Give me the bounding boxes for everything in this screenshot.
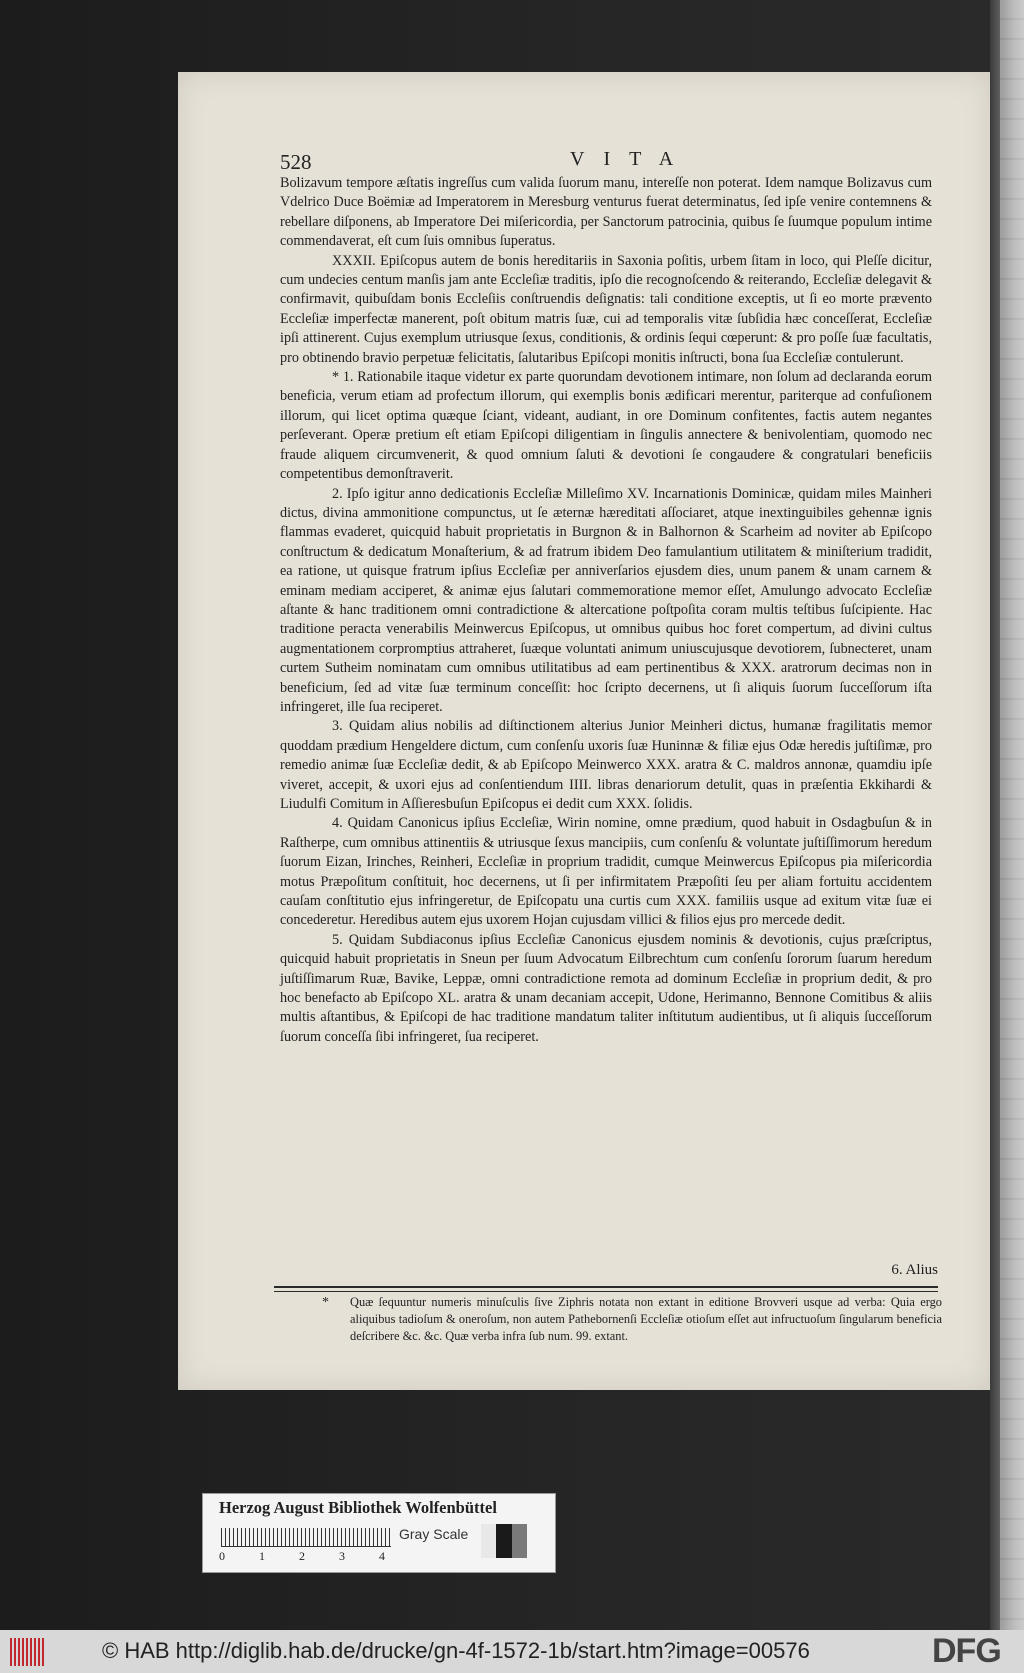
book-page xyxy=(178,72,990,1390)
library-name: Herzog August Bibliothek Wolfenbüttel xyxy=(219,1498,497,1517)
footnote-marker: * xyxy=(322,1295,329,1310)
page-header xyxy=(280,150,930,174)
footnote-text: Quæ ſequuntur numeris minuſculis ſive Ziphris notata non extant in editione Brovveri usque ad verba: Quia ergo aliquibus tadioſum & oneroſum, non autem Pathebornenſi Eccleſiæ otioſum eſſet aut infructuoſum ſingularum beneficia deſcribere &c. &c. Quæ verba infra ſub num. 99. extant. xyxy=(350,1295,942,1343)
source-url[interactable]: © HAB http://diglib.hab.de/drucke/gn-4f-1572-1b/start.htm?image=00576 xyxy=(102,1638,810,1663)
paragraph-intro: Bolizavum tempore æſtatis ingreſſus cum valida ſuorum manu, intereſſe non poterat. Idem namque Bolizavus cum Vdelrico Duce Boëmiæ ad Imperatorem in Meresburg venturus fuerat determinatus, ſed ipſe venire contemnens & rebellare diſponens, ab Imperatore Dei miſericordia, per Sanctorum patrocinia, quibus ſe ſuumque populum intime commendaverat, eſt cum ſuis omnibus ſuperatus. xyxy=(280,175,932,250)
gray-chip-black xyxy=(496,1524,511,1558)
ruler-mark: 3 xyxy=(339,1549,345,1563)
paragraph-4: 4. Quidam Canonicus ipſius Eccleſiæ, Wirin nomine, omne prædium, quod habuit in Osdagbuſun & in Raſtherpe, cum omnibus attinentiis & utriusque ſexus mancipiis, cum conſenſu & voluntate juſtiſſimorum heredum ſuorum Eizan, Irinches, Reinheri, Eccleſiæ in proprium tradidit, cumque Meinwercus Epiſcopus pia miſericordia motus Præpoſitum conſtituit, hoc decernens, ut ſi per infirmitatem Præpoſiti ſeu per aliam fortuitu accidentem cauſam conſtitutio ejus infringeretur, de Epiſcopatu una curtis cum XXX. familiis usque ad exitum vitæ ſuæ ei concederetur. Heredibus autem ejus uxorem Hojan cujusdam villici & filios ejus pro mercede dedit. xyxy=(280,815,932,929)
paragraph-3: 3. Quidam alius nobilis ad diſtinctionem alterius Junior Meinheri dictus, humanæ fragilitatis memor quoddam prædium Hengeldere dictum, cum conſenſu uxoris ſuæ Huninnæ & filiæ ejus Odæ heredis juſtiſimæ, pro remedio animæ ſuæ Eccleſiæ dedit, & ab Epiſcopo Meinwerco XXX. aratra & C. maldros annonæ, quamdiu ipſe viveret, accepit, & uxori ejus ad conſentiendum IIII. libras denariorum detulit, quas in præſentia Ekkihardi & Liudulfi Comitum in Aſſieresbuſun Epiſcopus ei dedit cum XXX. ſolidis. xyxy=(280,718,932,812)
ruler-mark: 4 xyxy=(379,1549,385,1563)
paragraph-5: 5. Quidam Subdiaconus ipſius Eccleſiæ Canonicus ejusdem nominis & devotionis, cujus præſcriptus, quicquid habuit proprietatis in Sneun per ſuum Advocatum Eilbrechtum cum conſenſu ſororum ſuarum heredum juſtiſſimarum Ruæ, Bavike, Leppæ, omni contradictione remota ad dominum Eccleſiæ in proprium dedit, & pro hoc benefacto ab Epiſcopo XL. aratra & unam decaniam accepit, Udone, Herimanno, Bennone Comitibus & aliis multis aſtantibus, & Epiſcopi de hac traditione mandatum taliter inſtitutum audientibus, ut ſi aliquis ſucceſſorum ſuorum conceſſa ſibi infringeret, ſua reciperet. xyxy=(280,931,932,1045)
catchword: 6. Alius xyxy=(891,1262,938,1278)
barcode-logo-icon xyxy=(10,1638,46,1666)
gray-scale-chips xyxy=(481,1524,527,1558)
gray-chip-light xyxy=(481,1524,496,1558)
adjacent-page-edge xyxy=(990,0,1024,1630)
gray-scale-label: Gray Scale xyxy=(399,1526,469,1542)
gray-chip-mid xyxy=(512,1524,527,1558)
page-body xyxy=(280,174,932,1047)
ruler-mark: 0 xyxy=(219,1549,225,1563)
running-title: VITA xyxy=(570,148,693,170)
paragraph-2: 2. Ipſo igitur anno dedicationis Eccleſiæ Milleſimo XV. Incarnationis Dominicæ, quidam miles Mainheri dictus, divina ammonitione compunctus, ut ſe æternæ hæreditati aſſociaret, atque inextinguibiles gehennæ ignis flammas evaderet, quicquid habuit proprietatis in Burgnon & in Balhornon & Scarheim ad noviter ab Epiſcopo conſtructum & dedicatum Monaſterium, & ad fratrum ibidem Deo famulantium utilitatem & miniſterium tradidit, ea ratione, ut quisque fratrum ipſius Eccleſiæ per anniverſarios ejusdem dies, unum panem & unam carnem & eminam mediam acciperet, & animæ ejus ſalutari commemoratione memor eſſet, Amulungo advocato Eccleſiæ aſtante & hanc traditionem omni contradictione & altercatione poſtpoſita coram multis teſtibus ſuſcipiente. Hac traditione peracta venerabilis Meinwercus Epiſcopus, ut omnibus quibus hoc foret compertum, ad divini cultus augmentationem corpromptius attraheret, ſuæque voluntati animum uniuscujusque devotiorem, ſubnecteret, unam curtem Sutheim nominatam cum omnibus utilitatibus ad eam pertinentibus & XXX. aratrorum decimas non in beneficium, ſed ad vitæ ſuæ terminum conceſſit: hoc ſcripto decernens, ut ſi aliquis ſuorum ſucceſſorum iſta infringeret, ille ſua reciperet. xyxy=(280,485,932,715)
footnote xyxy=(322,1294,942,1345)
library-label xyxy=(202,1493,556,1573)
dfg-logo: DFG xyxy=(932,1632,1001,1670)
paragraph-xxxii: XXXII. Epiſcopus autem de bonis hereditariis in Saxonia poſitis, urbem ſitam in loco, qui Pleſſe dicitur, cum undecies centum manſis jam ante Eccleſiæ traditis, ipſo die recognoſcendo & reiterando, Eccleſiæ delegavit & confirmavit, quibuſdam bonis Eccleſiis conſtruendis deſignatis: tali conditione exceptis, ut ſi eo morte prævento Eccleſiæ imperfectæ manerent, poſt obitum matris ſuæ, cui ad temporalis vitæ ſubſidia hæc conceſſerat, Eccleſiæ ipſi attinerent. Cujus exemplum utriusque ſexus, conditionis, & ordinis ſequi cœperunt: & pro poſſe ſuæ facultatis, pro obtinendo bravio perpetuæ felicitatis, ſalutaribus Epiſcopi monitis inſtructi, bona ſua Eccleſiæ contulerunt. xyxy=(280,252,932,366)
viewer-footer xyxy=(0,1630,1024,1673)
page-edge-strip xyxy=(1000,0,1024,1630)
page-number: 528 xyxy=(280,150,312,174)
footnote-rule xyxy=(274,1286,938,1292)
scale-ruler xyxy=(221,1528,391,1547)
ruler-mark: 1 xyxy=(259,1549,265,1563)
ruler-mark: 2 xyxy=(299,1549,305,1563)
paragraph-1: * 1. Rationabile itaque videtur ex parte quorundam devotionem intimare, non ſolum ad declaranda eorum beneficia, verum etiam ad profectum illorum, qui exemplis bonis ædificari merentur, pariterque ad confuſionem illorum, qui licet optima quæque ſciant, videant, audiant, in ore Dominum confitentes, factis autem negantes perſeverant. Operæ pretium eſt etiam Epiſcopi diligentiam in ſingulis annectere & benivolentiam, quomodo nec fraude aliquem circumvenerit, & quod omnium ſaluti & devotioni ſe congaudere & congratulari beneficiis competentibus demonſtraverit. xyxy=(280,369,932,483)
